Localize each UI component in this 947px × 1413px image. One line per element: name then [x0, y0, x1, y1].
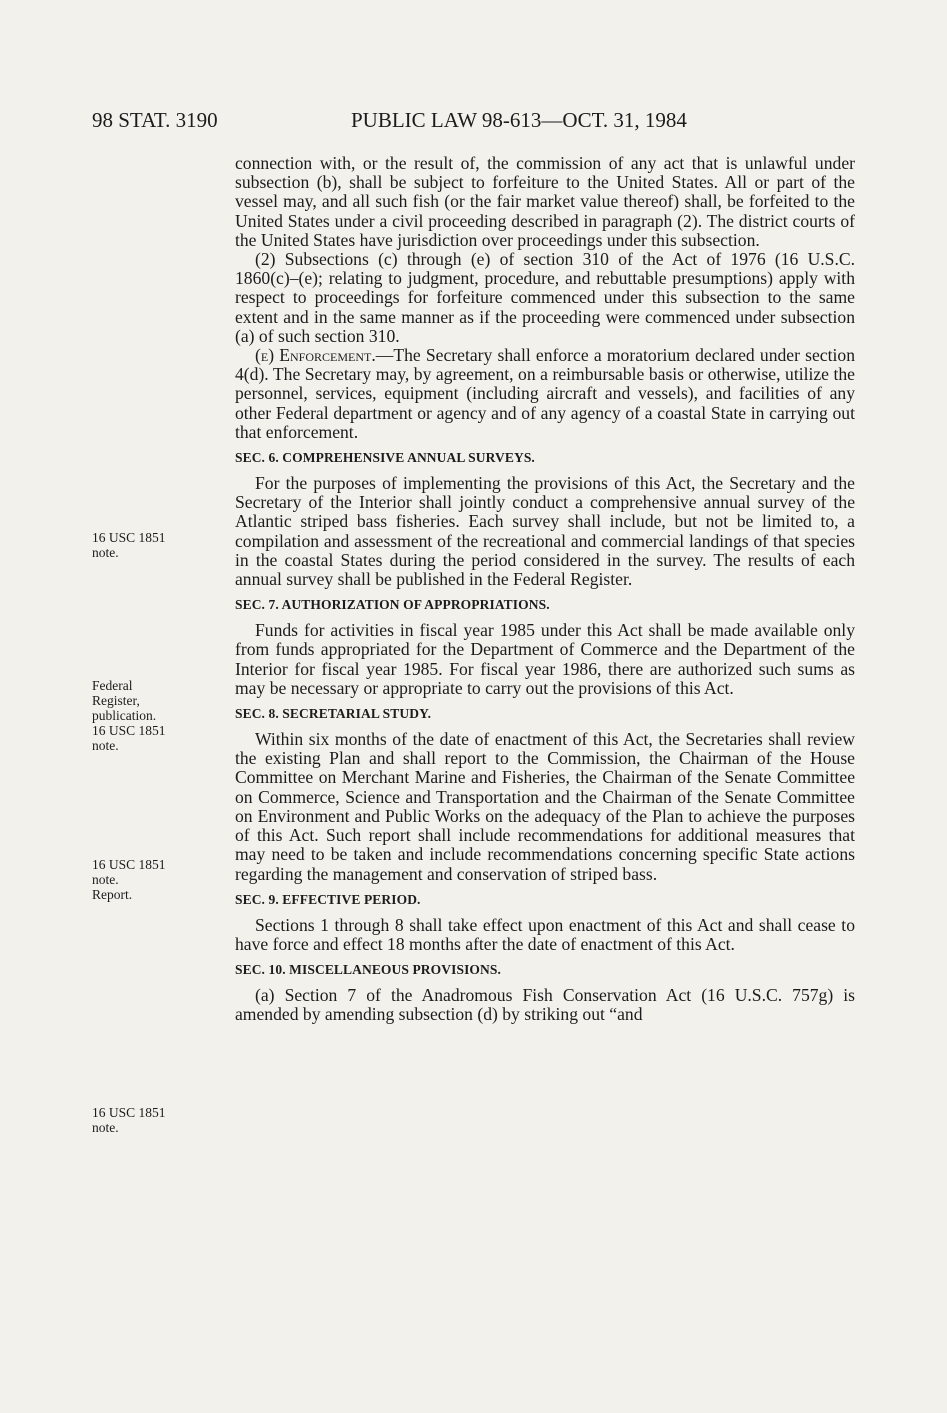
paragraph-study: Within six months of the date of enactment of this Act, the Secretaries shall review the existing Plan and shall report to the Commission, the Chairman of the House Committee on Merchant Marine and Fisheries, the Chairman of the Senate Committee on Commerce, Science and Transportation and the Chairman of the Senate Committee on Environment and Public Works on the adequacy of the Plan to achieve the purposes of this Act. Such report shall include recommendations for additional measures that may need to be taken and include recommendations concerning specific State actions regarding the management and conservation of striped bass.	[235, 729, 855, 884]
page-header	[92, 108, 887, 138]
paragraph-forfeiture-continued: connection with, or the result of, the commission of any act that is unlawful under subsection (b), shall be subject to forfeiture to the United States. All or part of the vessel may, and all such fish (or the fair market value thereof) shall, be forfeited to the United States under a civil proceeding described in paragraph (2). The district courts of the United States have jurisdiction over proceedings under this subsection.	[235, 153, 855, 250]
margin-note-sec9: 16 USC 1851 note.	[92, 1105, 166, 1135]
paragraph-miscellaneous: (a) Section 7 of the Anadromous Fish Conservation Act (16 U.S.C. 757g) is amended by amending subsection (d) by striking out “and	[235, 985, 855, 1025]
paragraph-effective-period: Sections 1 through 8 shall take effect upon enactment of this Act and shall cease to have force and effect 18 months after the date of enactment of this Act.	[235, 914, 855, 954]
paragraph-appropriations: Funds for activities in fiscal year 1985 under this Act shall be made available only from funds appropriated for the Department of Commerce and the Department of the Interior for fiscal year 1985. For fiscal year 1986, there are authorized such sums as may be necessary or appropriate to carry out the provisions of this Act.	[235, 620, 855, 698]
section-heading-7: SEC. 7. AUTHORIZATION OF APPROPRIATIONS.	[235, 597, 550, 613]
paragraph-subsection-2: (2) Subsections (c) through (e) of section 310 of the Act of 1976 (16 U.S.C. 1860(c)–(e); relating to judgment, procedure, and rebuttable presumptions) apply with respect to proceedings for forfeiture commenced under this subsection to the same extent and in the same manner as if the proceeding were commenced under subsection (a) of such section 310.	[235, 249, 855, 346]
stat-page-number: 98 STAT. 3190	[92, 108, 218, 132]
paragraph-surveys: For the purposes of implementing the provisions of this Act, the Secretary and the Secretary of the Interior shall jointly conduct a comprehensive annual survey of the Atlantic striped bass fisheries. Each survey shall include, but not be limited to, a compilation and assessment of the recreational and commercial landings of that species in the coastal States during the period considered in the survey. The results of each annual survey shall be published in the Federal Register.	[235, 473, 855, 590]
margin-note-sec8: 16 USC 1851 note. Report.	[92, 857, 166, 902]
section-heading-6: SEC. 6. COMPREHENSIVE ANNUAL SURVEYS.	[235, 450, 535, 466]
margin-note-sec7: Federal Register, publication. 16 USC 1851 note.	[92, 678, 166, 753]
paragraph-enforcement: (e) Enforcement.—The Secretary shall enforce a moratorium declared under section 4(d). The Secretary may, by agreement, on a reimbursable basis or otherwise, utilize the personnel, services, equipment (including aircraft and vessels), and facilities of any other Federal department or agency and of any agency of a coastal State in carrying out that enforcement.	[235, 345, 855, 442]
section-heading-9: SEC. 9. EFFECTIVE PERIOD.	[235, 891, 421, 907]
enforcement-heading: (e) Enforcement.	[255, 345, 376, 366]
margin-note-sec6: 16 USC 1851 note.	[92, 530, 166, 560]
section-heading-8: SEC. 8. SECRETARIAL STUDY.	[235, 706, 432, 722]
section-heading-10: SEC. 10. MISCELLANEOUS PROVISIONS.	[235, 962, 501, 978]
running-title: PUBLIC LAW 98-613—OCT. 31, 1984	[351, 108, 687, 132]
statute-body	[235, 154, 855, 1025]
